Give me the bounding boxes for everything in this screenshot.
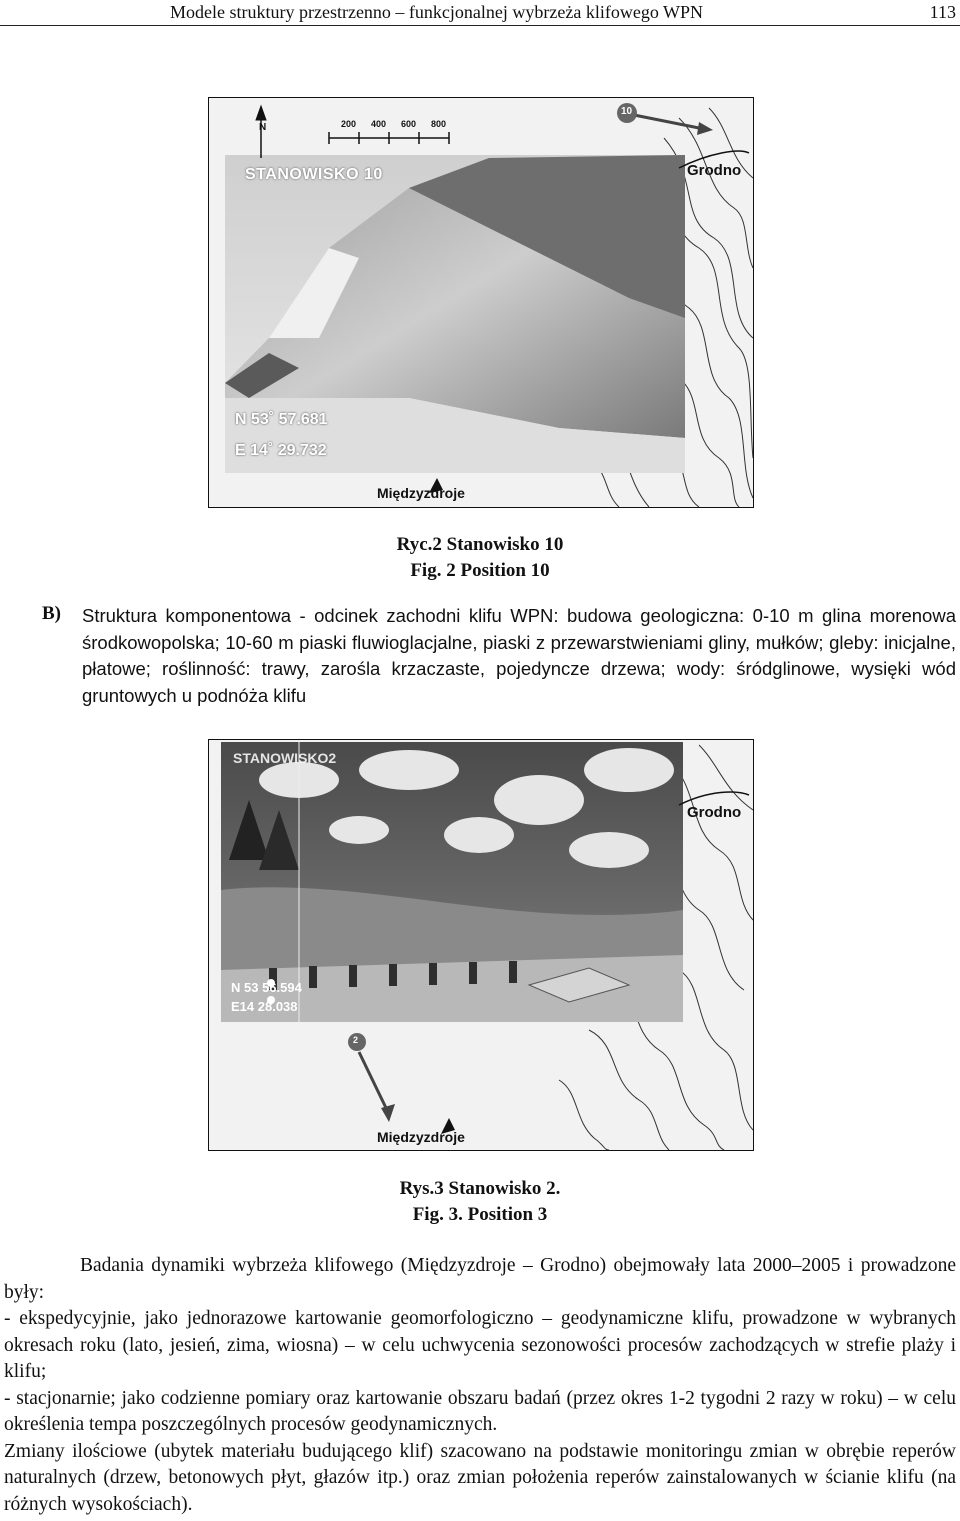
section-b-text: Struktura komponentowa - odcinek zachodni klifu WPN: budowa geologiczna: 0-10 m glina morenowa środkowopolska; 10-60 m piaski fluwioglacjalne, piaski z przewarstwieniami gliny, mułków; gleby: inicjalne, płatowe; roślinność: trawy, zarośla krzaczaste, pojedyncze drzewa; wody: śródglinowe, wysięki wód gruntowych u podnóża klifu [82,605,956,706]
scale-tick-200: 200 [341,119,357,129]
station-label: STANOWISKO 10 [245,166,383,183]
miedzyzdroje-label: Międzyzdroje [377,485,465,501]
paragraph-2: - ekspedycyjnie, jako jednorazowe kartowanie geomorfologiczno – geodynamiczne klifu, prowadzone w wybranych okresach roku (lato, jesień, zima, wiosna) – w celu uchwycenia sezonowości procesów zachodzących w strefie plaży i klifu; [4,1308,956,1382]
coordinate-north: N 53˚ 57.681 [235,411,328,428]
station-marker-number: 10 [621,106,633,117]
paragraph-1: Badania dynamiki wybrzeża klifowego (Międzyzdroje – Grodno) obejmowały lata 2000–2005 i prowadzone były: [4,1255,956,1303]
page-number: 113 [929,2,956,22]
coordinate-north: N 53 56.594 [231,980,302,995]
station-marker-number: 2 [353,1035,359,1045]
grodno-label: Grodno [687,162,742,179]
scale-tick-400: 400 [371,119,387,129]
figure-1-caption-en: Fig. 2 Position 10 [410,560,550,581]
figure-station-10 [208,97,754,508]
section-marker: B) [42,603,61,624]
figure-1-caption-pl: Ryc.2 Stanowisko 10 [396,534,564,555]
coordinate-east: E 14˚ 29.732 [235,442,327,459]
grodno-label: Grodno [687,804,742,821]
station-label: STANOWISKO2 [233,750,337,766]
body-text [4,1253,956,1518]
figure-2-caption-pl: Rys.3 Stanowisko 2. [399,1178,561,1199]
figure-2-caption-en: Fig. 3. Position 3 [412,1204,548,1225]
running-title: Modele struktury przestrzenno – funkcjonalnej wybrzeża klifowego WPN [170,2,704,22]
header-rule [0,25,960,26]
coordinate-east: E14 28.038 [231,999,298,1014]
miedzyzdroje-label: Międzyzdroje [377,1129,465,1145]
paragraph-3: - stacjonarnie; jako codzienne pomiary oraz kartowanie obszaru badań (przez okres 1-2 tygodni 2 razy w roku) – w celu określenia tempa poszczególnych procesów geodynamicznych. [4,1387,956,1435]
scale-tick-600: 600 [401,119,417,129]
figure-2-graphic [209,740,753,1150]
paragraph [4,1253,956,1306]
north-label: N [259,122,267,133]
figure-station-2 [208,739,754,1151]
paragraph-4: Zmiany ilościowe (ubytek materiału budującego klif) szacowano na podstawie monitoringu zmian w obrębie reperów naturalnych (drzew, betonowych płyt, głazów itp.) oraz zmian położenia reperów zainstalowanych w ścianie klifu (na różnych wysokościach). [4,1440,956,1515]
page-header [0,0,960,26]
scale-tick-800: 800 [431,119,447,129]
